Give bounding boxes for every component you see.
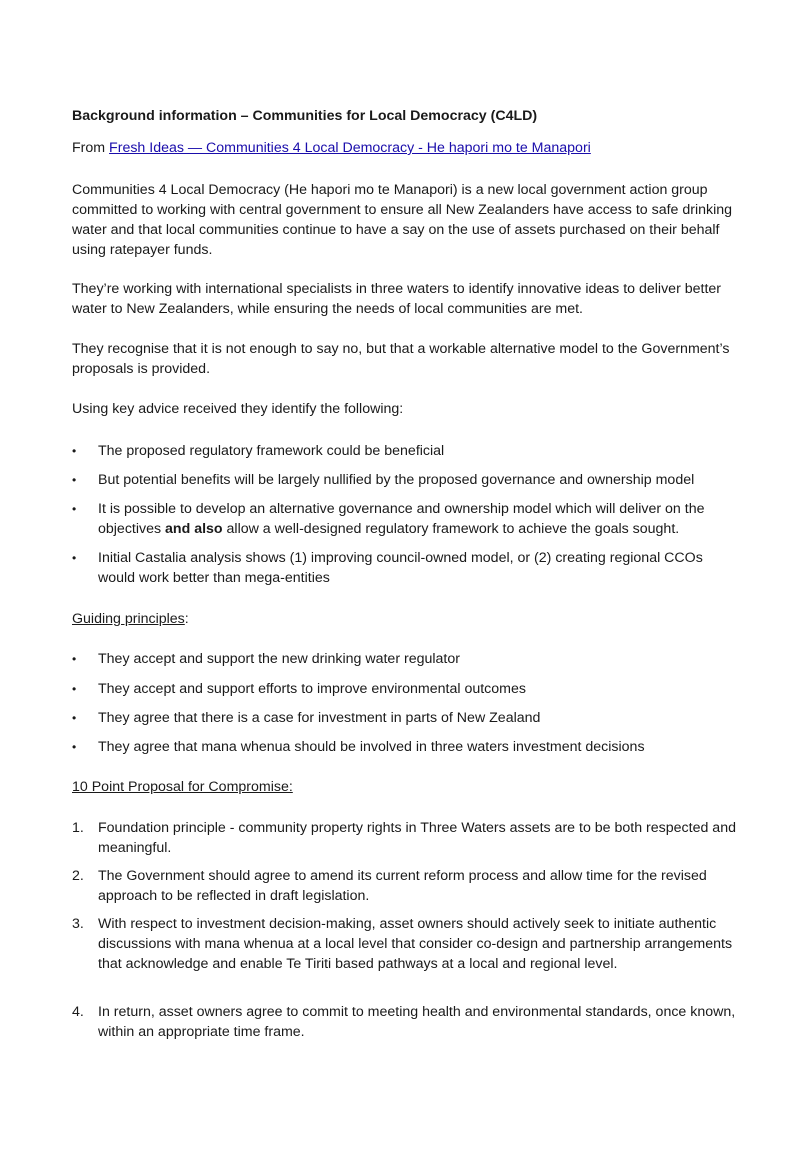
principles-colon: : bbox=[184, 611, 189, 627]
principle-text: They accept and support efforts to improve environmental outcomes bbox=[98, 681, 526, 697]
list-item bbox=[72, 866, 740, 906]
finding-text bbox=[98, 499, 740, 539]
proposal-text: In return, asset owners agree to commit to meeting health and environmental standards, once known, within an appropriate time frame. bbox=[98, 1004, 736, 1040]
item-number: 4. bbox=[72, 1004, 84, 1020]
principles-heading: Guiding principles bbox=[72, 611, 185, 627]
principles-heading-line bbox=[72, 609, 740, 629]
list-item bbox=[72, 649, 740, 669]
specialists-paragraph: They’re working with international specialists in three waters to identify innovative ideas to deliver better water to New Zealanders, while ensuring the needs of local communities are met. bbox=[72, 281, 722, 317]
bullet-icon: • bbox=[72, 473, 77, 487]
bullet-icon: • bbox=[72, 502, 77, 516]
item-number: 3. bbox=[72, 916, 84, 932]
source-prefix: From bbox=[72, 140, 110, 156]
principle-text: They agree that mana whenua should be involved in three waters investment decisions bbox=[98, 739, 645, 755]
bullet-icon: • bbox=[72, 652, 77, 666]
recognise-paragraph: They recognise that it is not enough to say no, but that a workable alternative model to the Government’s proposals is provided. bbox=[72, 341, 730, 377]
item-number: 1. bbox=[72, 820, 84, 836]
finding-text: The proposed regulatory framework could be beneficial bbox=[98, 443, 445, 459]
document-title: Background information – Communities for Local Democracy (C4LD) bbox=[72, 108, 538, 124]
proposal-text: The Government should agree to amend its current reform process and allow time for the revised approach to be reflected in draft legislation. bbox=[98, 868, 707, 904]
principle-text: They accept and support the new drinking water regulator bbox=[98, 651, 460, 667]
list-item bbox=[72, 441, 740, 461]
finding-text-part: allow a well-designed regulatory framework to achieve the goals sought. bbox=[222, 521, 680, 537]
finding-text: Initial Castalia analysis shows (1) improving council-owned model, or (2) creating regional CCOs would work better than mega-entities bbox=[98, 550, 703, 586]
bullet-icon: • bbox=[72, 444, 77, 458]
key-advice-paragraph: Using key advice received they identify the following: bbox=[72, 401, 404, 417]
bullet-icon: • bbox=[72, 551, 77, 565]
list-item bbox=[72, 737, 740, 757]
source-link[interactable]: Fresh Ideas — Communities 4 Local Democracy - He hapori mo te Manapori bbox=[109, 140, 591, 156]
principle-text: They agree that there is a case for investment in parts of New Zealand bbox=[98, 710, 541, 726]
list-item bbox=[72, 1002, 740, 1042]
bullet-icon: • bbox=[72, 682, 77, 696]
list-item bbox=[72, 818, 740, 858]
proposal-text: With respect to investment decision-making, asset owners should actively seek to initiate authentic discussions with mana whenua at a local level that consider co-design and partnership arrangements that acknowledge and enable Te Tiriti based pathways at a local and regional level. bbox=[98, 916, 733, 972]
intro-paragraph: Communities 4 Local Democracy (He hapori mo te Manapori) is a new local government action group committed to working with central government to ensure all New Zealanders have access to safe drinking water and that local communities continue to have a say on the use of assets purchased on their behalf using ratepayer funds. bbox=[72, 182, 733, 258]
list-item bbox=[72, 708, 740, 728]
bullet-icon: • bbox=[72, 740, 77, 754]
proposal-text: Foundation principle - community property rights in Three Waters assets are to be both respected and meaningful. bbox=[98, 820, 736, 856]
bullet-icon: • bbox=[72, 711, 77, 725]
source-line bbox=[72, 138, 740, 158]
finding-emphasis: and also bbox=[165, 521, 223, 537]
list-item bbox=[72, 499, 740, 539]
finding-text-part: It is possible to develop an alternative governance and ownership model which will deliver on the objectives bbox=[98, 501, 705, 537]
item-number: 2. bbox=[72, 868, 84, 884]
list-item bbox=[72, 470, 740, 490]
proposal-heading: 10 Point Proposal for Compromise: bbox=[72, 779, 293, 795]
list-item bbox=[72, 679, 740, 699]
finding-text: But potential benefits will be largely nullified by the proposed governance and ownership model bbox=[98, 472, 695, 488]
list-item bbox=[72, 914, 740, 974]
list-item bbox=[72, 548, 740, 588]
